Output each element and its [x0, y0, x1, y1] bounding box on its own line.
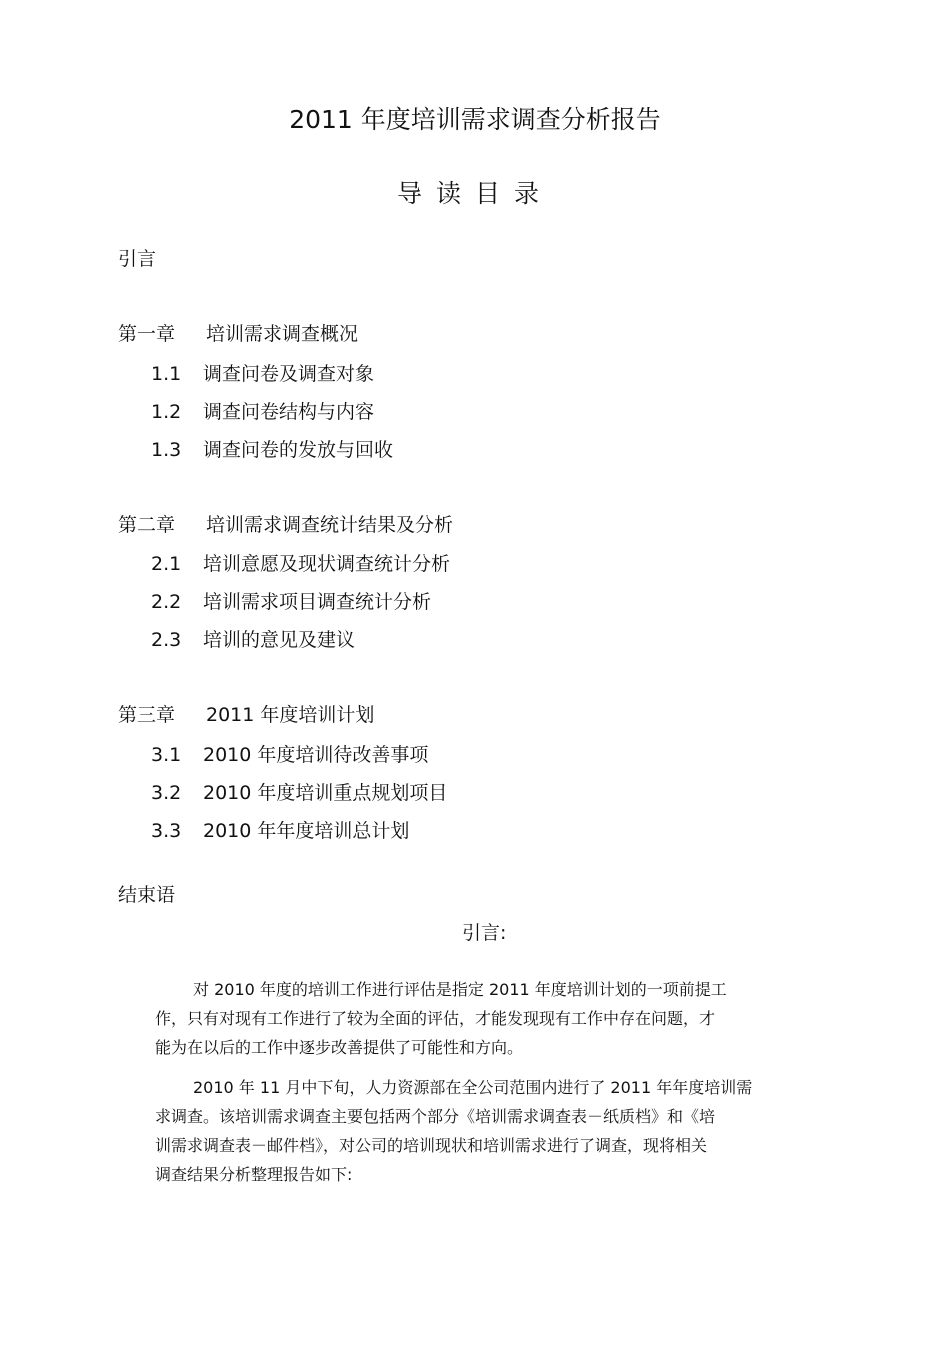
chapter-title: 培训需求调查概况 — [206, 323, 359, 345]
document-title: 2011 年度培训需求调查分析报告 — [289, 105, 661, 134]
toc-heading: 导读目录 — [396, 179, 553, 208]
paragraph-line: 作，只有对现有工作进行了较为全面的评估，才能发现现有工作中存在问题，才 — [155, 1009, 716, 1028]
paragraph-line: 求调查。该培训需求调查主要包括两个部分《培训需求调查表－纸质档》和《培 — [155, 1107, 716, 1126]
toc-item — [151, 587, 431, 614]
toc-item-text: 调查问卷结构与内容 — [203, 401, 375, 423]
toc-item-number: 2.1 — [151, 553, 182, 575]
toc-item-text: 培训需求项目调查统计分析 — [203, 591, 432, 613]
toc-chapter-3 — [118, 700, 374, 727]
toc-item-number: 3.2 — [151, 782, 182, 804]
toc-conclusion: 结束语 — [118, 884, 176, 906]
toc-item-text: 培训意愿及现状调查统计分析 — [203, 553, 451, 575]
toc-chapter-2 — [118, 510, 453, 537]
toc-item — [151, 435, 393, 462]
toc-item-number: 2.2 — [151, 591, 182, 613]
toc-item-number: 1.1 — [151, 363, 182, 385]
toc-item-number: 1.3 — [151, 439, 182, 461]
toc-item-text: 培训的意见及建议 — [203, 629, 356, 651]
intro-paragraph-1 — [155, 975, 835, 1062]
toc-item-text: 2010 年年度培训总计划 — [203, 820, 410, 842]
toc-item — [151, 625, 355, 652]
toc-item-text: 调查问卷的发放与回收 — [203, 439, 394, 461]
toc-item-text: 2010 年度培训待改善事项 — [203, 744, 429, 766]
toc-preface: 引言 — [118, 248, 157, 270]
chapter-label: 第二章 — [118, 514, 176, 536]
paragraph-line: 训需求调查表－邮件档》，对公司的培训现状和培训需求进行了调查，现将相关 — [155, 1136, 708, 1155]
toc-item-text: 调查问卷及调查对象 — [203, 363, 375, 385]
intro-heading: 引言: — [462, 922, 507, 944]
toc-item-number: 3.1 — [151, 744, 182, 766]
paragraph-line: 能为在以后的工作中逐步改善提供了可能性和方向。 — [155, 1038, 524, 1057]
toc-chapter-1 — [118, 319, 358, 346]
chapter-label: 第三章 — [118, 704, 176, 726]
intro-paragraph-2 — [155, 1073, 835, 1189]
toc-item-text: 2010 年度培训重点规划项目 — [203, 782, 448, 804]
toc-item — [151, 549, 450, 576]
paragraph-line: 2010 年 11 月中下旬，人力资源部在全公司范围内进行了 2011 年年度培训需 — [193, 1078, 753, 1097]
toc-item-number: 1.2 — [151, 401, 182, 423]
toc-item — [151, 397, 374, 424]
toc-item — [151, 740, 428, 767]
paragraph-line: 调查结果分析整理报告如下: — [155, 1165, 353, 1184]
paragraph-line: 对 2010 年度的培训工作进行评估是指定 2011 年度培训计划的一项前提工 — [193, 980, 727, 999]
toc-item-number: 2.3 — [151, 629, 182, 651]
toc-item — [151, 359, 374, 386]
chapter-title: 培训需求调查统计结果及分析 — [206, 514, 454, 536]
chapter-title: 2011 年度培训计划 — [206, 704, 375, 726]
toc-item — [151, 816, 409, 843]
toc-item — [151, 778, 447, 805]
chapter-label: 第一章 — [118, 323, 176, 345]
toc-item-number: 3.3 — [151, 820, 182, 842]
